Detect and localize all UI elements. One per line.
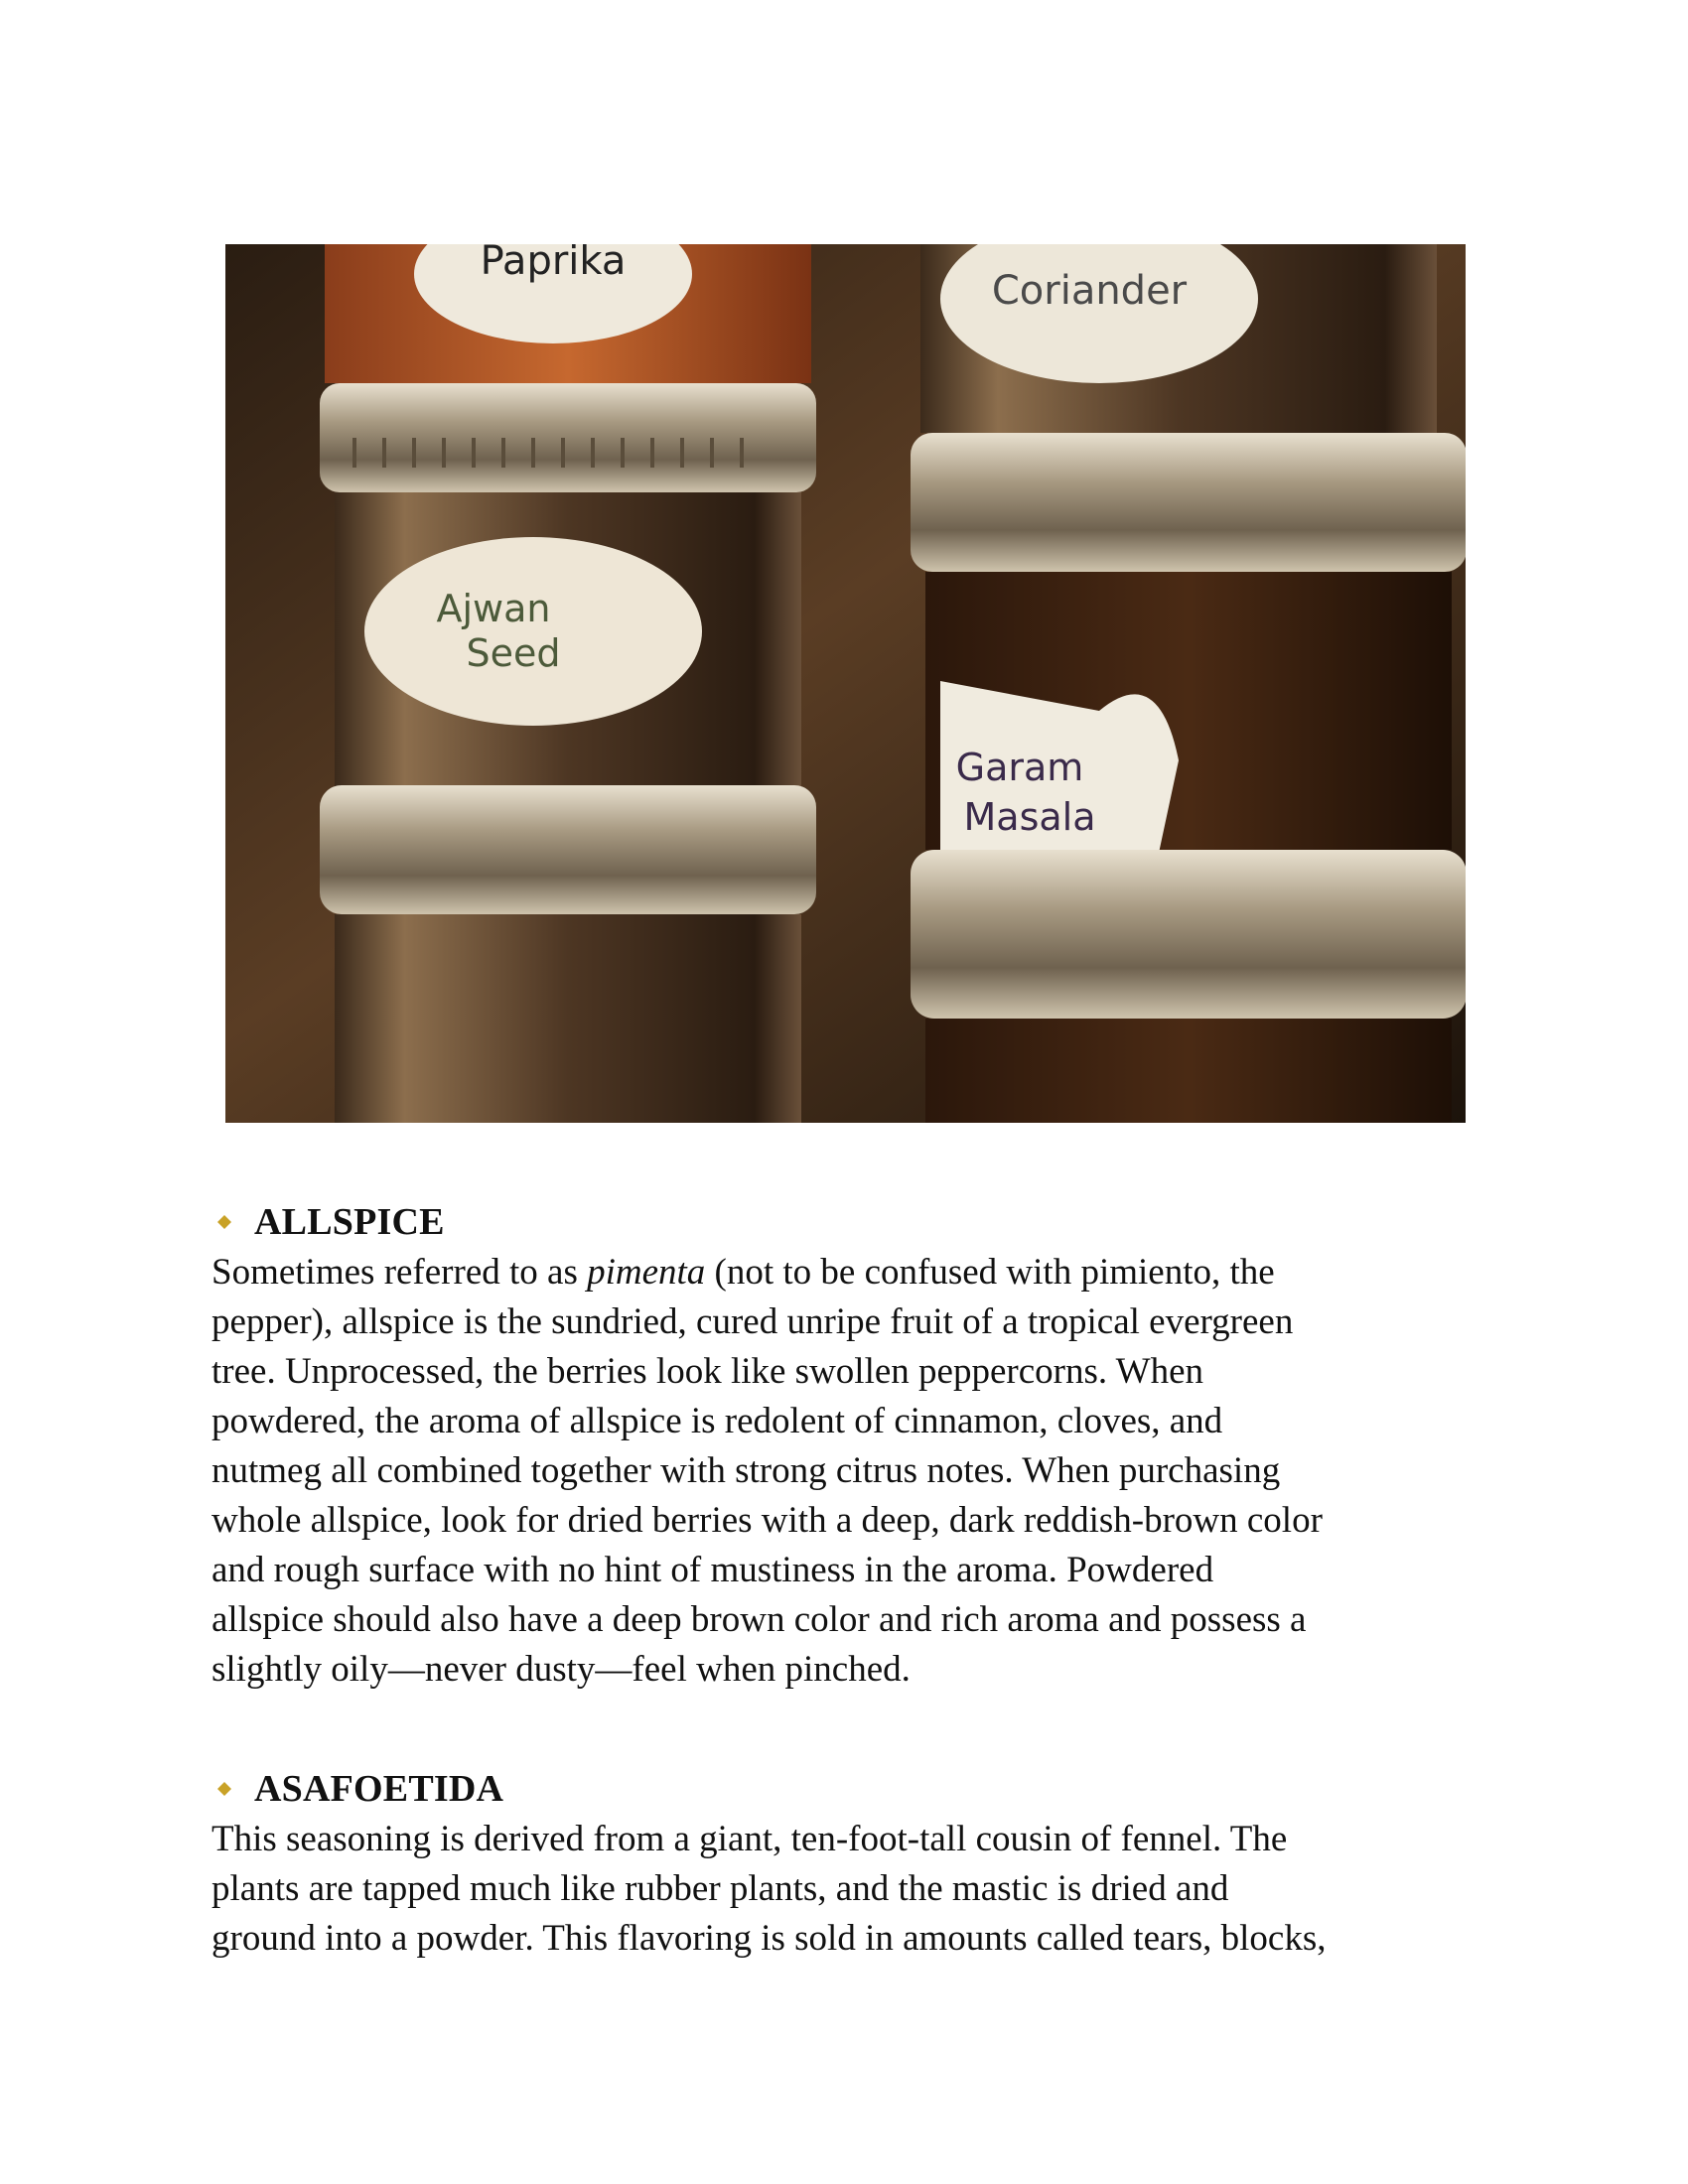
svg-text:Garam: Garam — [955, 746, 1084, 789]
diamond-bullet-icon — [217, 1215, 231, 1229]
heading-asafoetida: ASAFOETIDA — [254, 1768, 504, 1810]
section-heading — [211, 1198, 1482, 1246]
svg-text:Paprika: Paprika — [480, 244, 627, 284]
svg-text:Masala: Masala — [963, 795, 1096, 839]
allspice-description — [211, 1248, 1482, 1695]
svg-text:Seed: Seed — [466, 631, 561, 675]
allspice-text-part2: (not to be confused with pimiento, the pepper), allspice is the sundried, cured unripe fruit of a tropical evergreen tree. Unprocessed, the berries look like swollen peppercorns. When powdered, the aroma of allspice is redolent of cinnamon, cloves, and nutmeg all combined together with strong citrus notes. When purchasing whole allspice, look for dried berries with a deep, dark reddish-brown color and rough surface with no hint of mustiness in the aroma. Powdered allspice should also have a deep brown color and rich aroma and possess a slightly oily—never dusty—feel when pinched. — [211, 1252, 1323, 1690]
svg-text:Ajwan: Ajwan — [436, 587, 551, 630]
section-heading — [211, 1765, 1482, 1813]
allspice-emphasis: pimenta — [587, 1252, 706, 1293]
section-allspice — [211, 1198, 1482, 1695]
heading-allspice: ALLSPICE — [254, 1201, 445, 1243]
diamond-bullet-icon — [217, 1782, 231, 1796]
section-asafoetida — [211, 1765, 1482, 1964]
spice-jars-photo — [225, 244, 1466, 1123]
asafoetida-description: This seasoning is derived from a giant, ten-foot-tall cousin of fennel. The plants are tapped much like rubber plants, and the mastic is dried and ground into a powder. This flavoring is sold in amounts called tears, blocks, — [211, 1819, 1327, 1959]
allspice-text-part1: Sometimes referred to as — [211, 1252, 588, 1293]
svg-text:Coriander: Coriander — [991, 268, 1188, 314]
